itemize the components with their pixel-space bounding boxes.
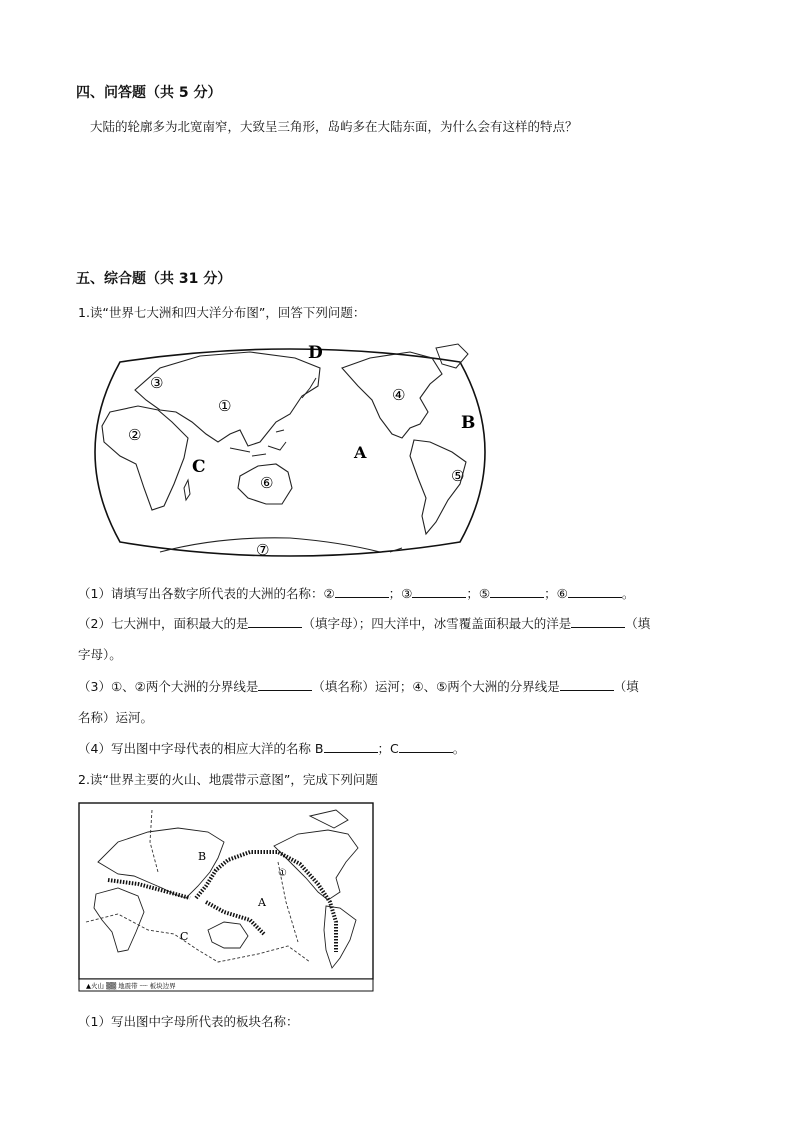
blank-ice-ocean[interactable] [571,616,625,628]
blank-ocean-B[interactable] [324,741,378,753]
q1-sub2: （2）七大洲中，面积最大的是 （填字母）；四大洋中，冰雪覆盖面积最大的洋是 （填 [78,616,651,631]
blank-ocean-C[interactable] [399,741,453,753]
q1-intro: 1.读“世界七大洲和四大洋分布图”，回答下列问题： [78,305,366,320]
label-C: C [180,930,189,943]
blank-canal-2[interactable] [560,679,614,691]
blank-canal-1[interactable] [258,679,312,691]
q1-sub4: （4）写出图中字母代表的相应大洋的名称 B ；C 。 [78,741,466,756]
blank-3[interactable] [412,586,466,598]
q1-sub3: （3）①、②两个大洲的分界线是 （填名称）运河；④、⑤两个大洲的分界线是 （填 [78,679,639,694]
map-legend: ▲火山 ▒▒ 地震带 ┄┄ 板块边界 [86,982,176,990]
world-continents-map [80,338,500,566]
label-A: A [354,443,367,462]
q2-sub1: （1）写出图中字母所代表的板块名称： [78,1014,299,1029]
q1-sub1: （1）请填写出各数字所代表的大洲的名称：② ；③ ；⑤ ；⑥ 。 [78,586,635,601]
volcano-earthquake-map [78,802,374,992]
blank-5[interactable] [490,586,544,598]
label-5: ⑤ [451,467,465,485]
label-4: ④ [392,386,406,404]
q1-sub2-cont: 字母）。 [78,647,122,662]
map-frame [79,803,373,979]
label-1: ① [278,868,287,879]
label-C: C [192,457,206,477]
label-B: B [461,413,476,433]
section-4-title: 四、问答题（共 5 分） [76,85,222,101]
label-3: ③ [150,374,164,392]
label-B: B [198,850,207,863]
blank-largest-continent[interactable] [248,616,302,628]
q2-intro: 2.读“世界主要的火山、地震带示意图”，完成下列问题 [78,772,378,787]
section-5-title: 五、综合题（共 31 分） [76,271,232,287]
blank-6[interactable] [568,586,622,598]
q1-sub3-cont: 名称）运河。 [78,710,154,725]
section-4-question: 大陆的轮廓多为北宽南窄，大致呈三角形，岛屿多在大陆东面，为什么会有这样的特点？ [90,119,578,134]
label-1: ① [218,397,232,415]
label-2: ② [128,426,142,444]
label-6: ⑥ [260,474,274,492]
blank-2[interactable] [335,586,389,598]
label-7: ⑦ [256,541,270,559]
label-A: A [258,896,266,909]
label-D: D [308,343,323,363]
